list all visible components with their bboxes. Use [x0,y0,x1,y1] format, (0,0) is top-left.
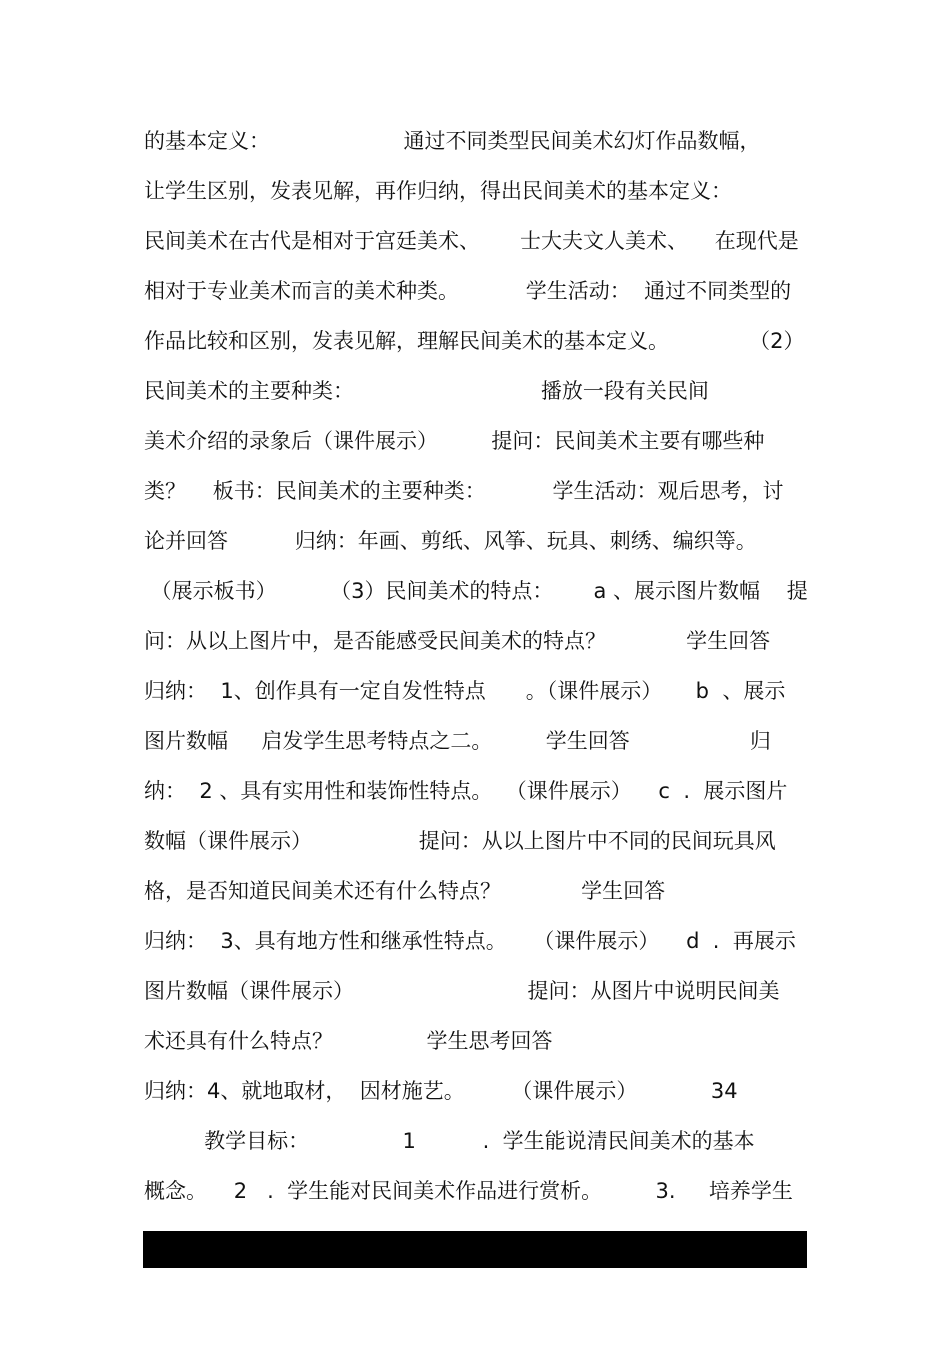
text-line: 的基本定义： 通过不同类型民间美术幻灯作品数幅， [144,129,761,153]
text-line: （展示板书） （3）民间美术的特点： a 、展示图片数幅 提 [144,579,808,603]
text-line: 类？ 板书：民间美术的主要种类： 学生活动：观后思考，讨 [144,479,784,503]
text-line: 论并回答 归纳：年画、剪纸、风筝、玩具、刺绣、编织等。 [144,529,757,553]
text-line: 纳： 2 、具有实用性和装饰性特点。 （课件展示） c . 展示图片 [144,779,788,803]
text-line: 相对于专业美术而言的美术种类。 学生活动： 通过不同类型的 [144,279,792,303]
text-line: 概念。 2 . 学生能对民间美术作品进行赏析。 3. 培养学生 [144,1179,793,1203]
text-line: 归纳： 3、具有地方性和继承性特点。 （课件展示） d . 再展示 [144,929,796,953]
text-line: 民间美术在古代是相对于宫廷美术、 士大夫文人美术、 在现代是 [144,229,799,253]
text-line: 教学目标： 1 . 学生能说清民间美术的基本 [144,1129,755,1153]
text-line: 问：从以上图片中，是否能感受民间美术的特点？ 学生回答 [144,629,771,653]
text-line: 图片数幅 启发学生思考特点之二。 学生回答 归 [144,729,771,753]
text-line: 归纳： 1、创作具有一定自发性特点 。（课件展示） b 、展示 [144,679,786,703]
redaction-bar [143,1231,807,1268]
text-line: 民间美术的主要种类： 播放一段有关民间 [144,379,709,403]
text-line: 作品比较和区别，发表见解，理解民间美术的基本定义。 （2） [144,329,805,353]
text-line: 让学生区别，发表见解，再作归纳，得出民间美术的基本定义： [144,179,732,203]
text-line: 数幅（课件展示） 提问：从以上图片中不同的民间玩具风 [144,829,776,853]
text-line: 归纳：4、就地取材， 因材施艺。 （课件展示） 34 [144,1079,738,1103]
text-line: 术还具有什么特点？ 学生思考回答 [144,1029,553,1053]
text-line: 美术介绍的录象后（课件展示） 提问：民间美术主要有哪些种 [144,429,765,453]
text-line: 格，是否知道民间美术还有什么特点？ 学生回答 [144,879,666,903]
text-line: 图片数幅（课件展示） 提问：从图片中说明民间美 [144,979,780,1003]
